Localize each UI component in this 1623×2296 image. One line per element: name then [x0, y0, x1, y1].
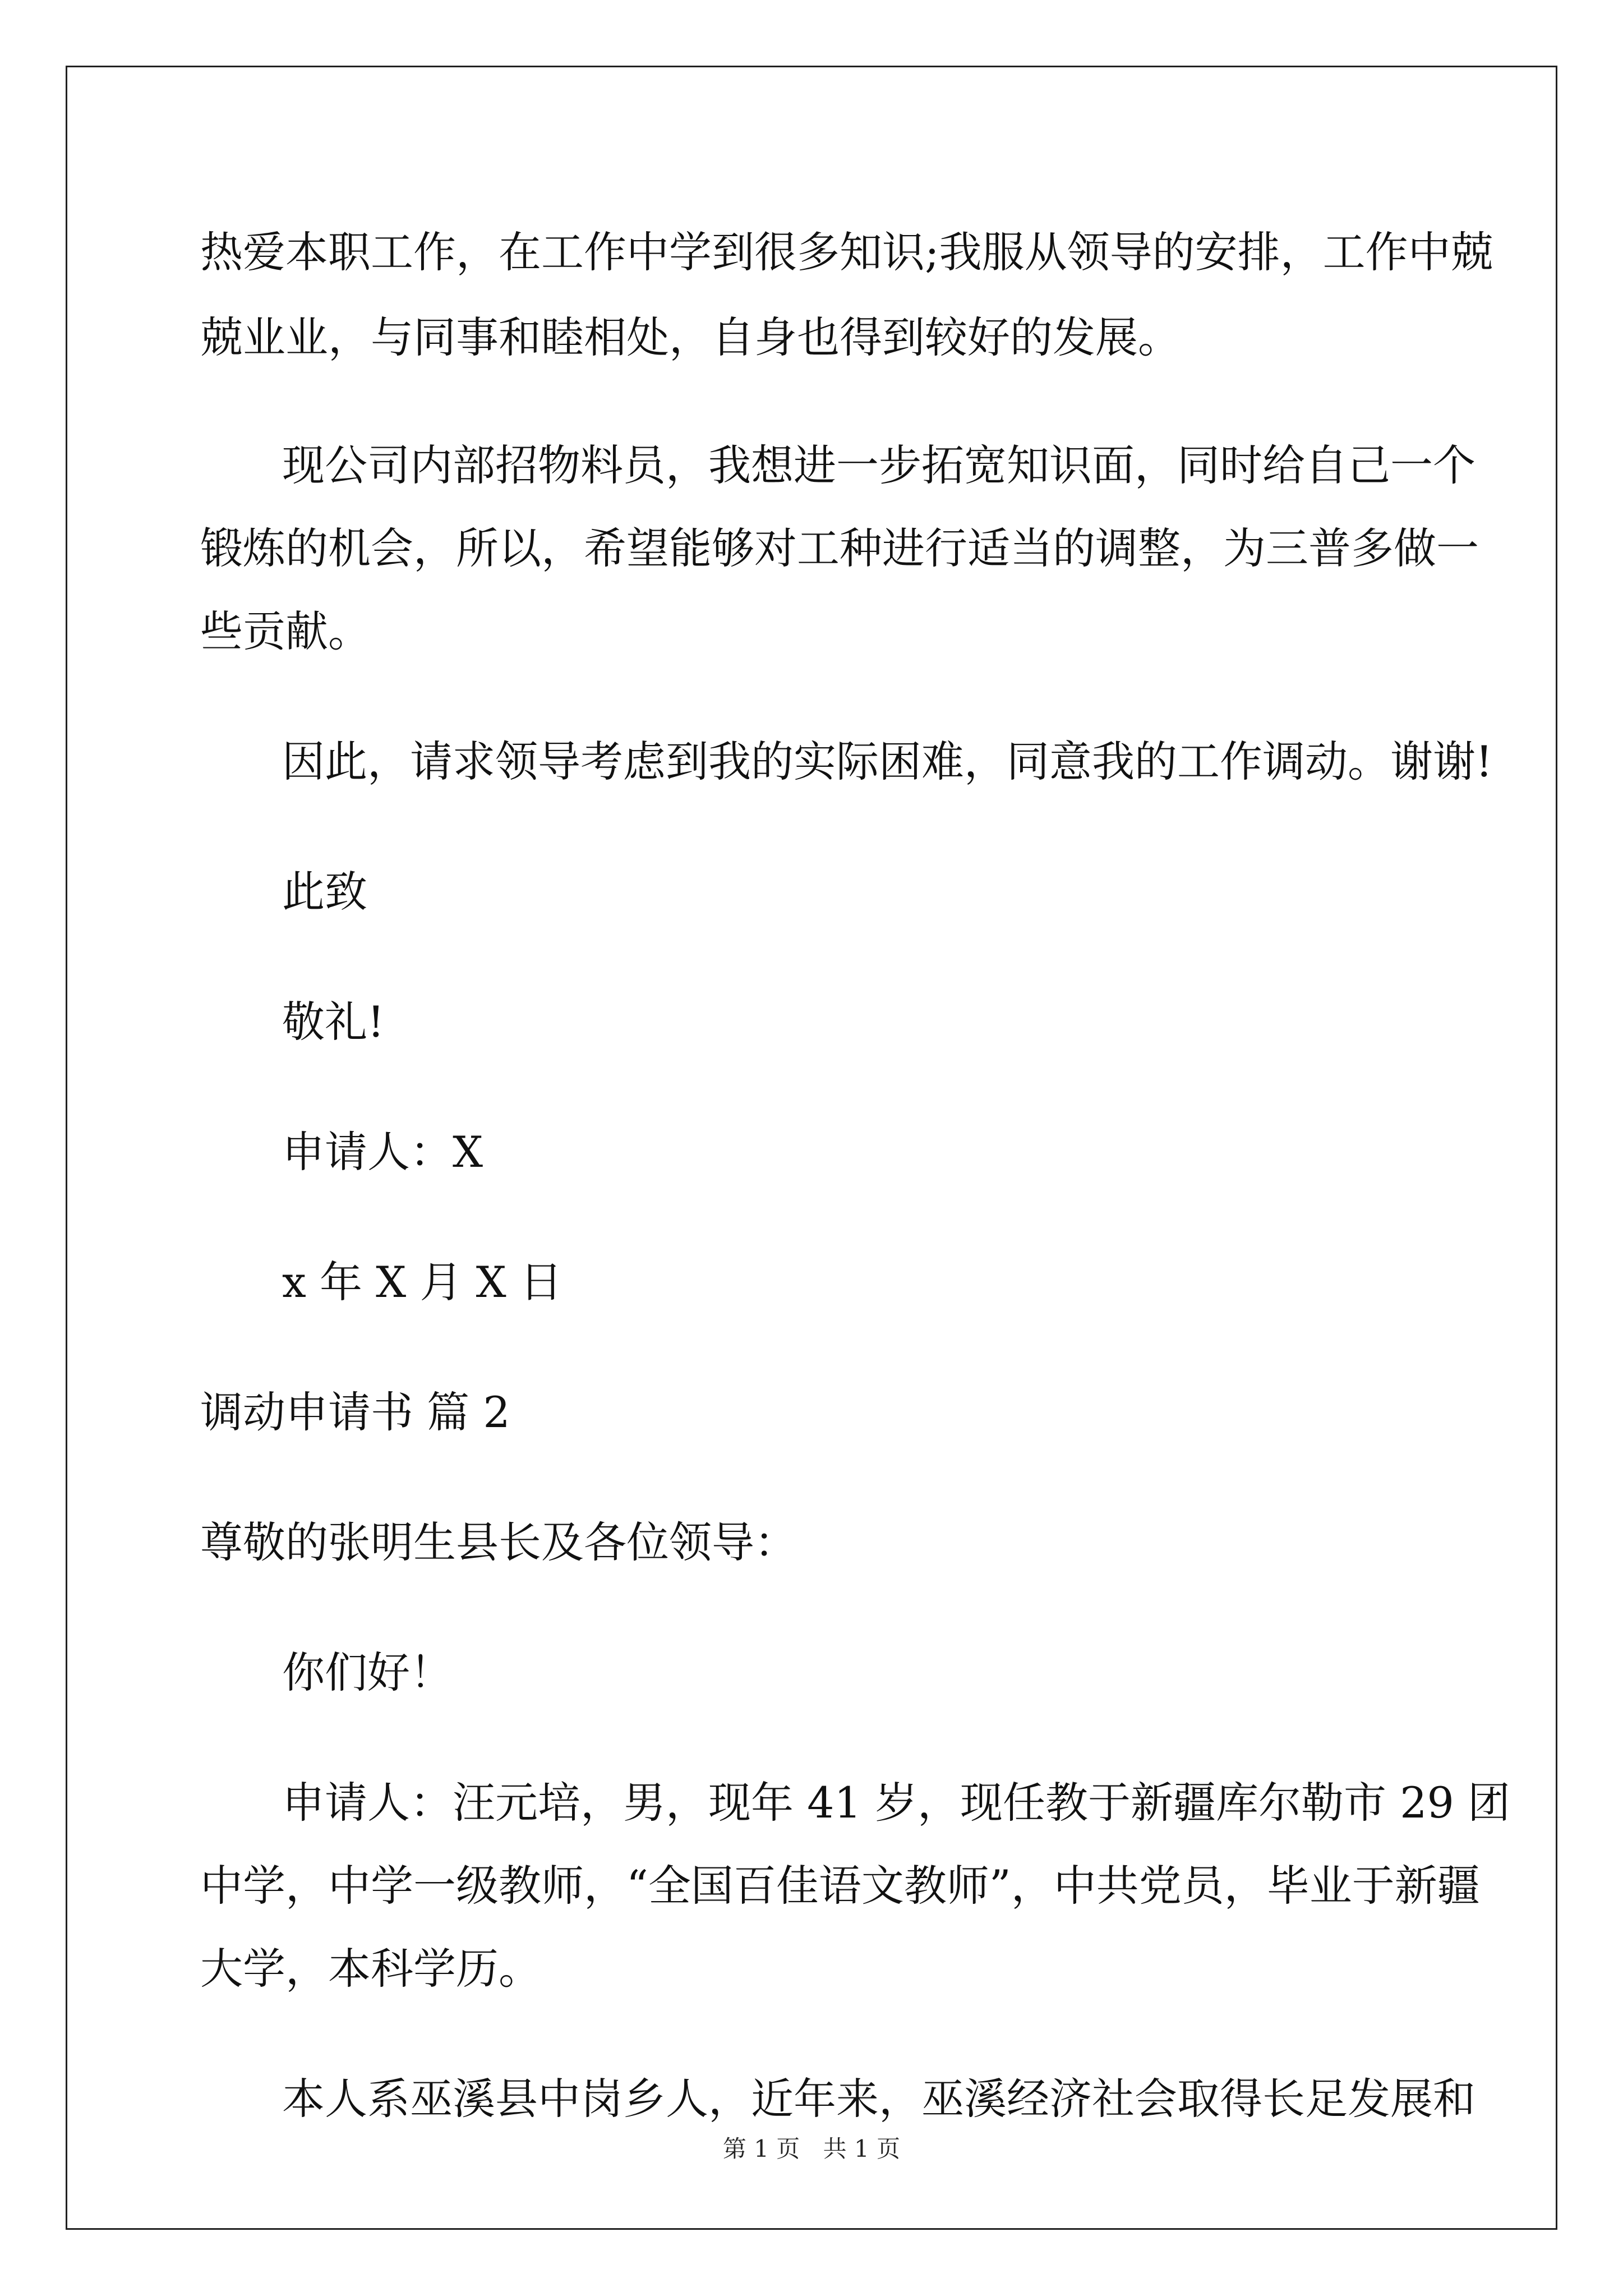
page-total: 共 1 页 — [823, 2135, 901, 2162]
paragraph-line: 些贡献。 — [200, 606, 371, 656]
paragraph-line: 现公司内部招物料员，我想进一步拓宽知识面，同时给自己一个 — [282, 440, 1476, 490]
letter-date: x 年 X 月 X 日 — [282, 1257, 562, 1307]
section-heading: 调动申请书 篇 2 — [200, 1387, 510, 1437]
paragraph-line: 热爱本职工作，在工作中学到很多知识;我服从领导的安排，工作中兢 — [200, 227, 1493, 277]
paragraph-line: 大学，本科学历。 — [200, 1944, 541, 1994]
greeting: 尊敬的张明生县长及各位领导： — [200, 1517, 797, 1567]
paragraph-line: 兢业业，与同事和睦相处，自身也得到较好的发展。 — [200, 312, 1181, 362]
page-number: 第 1 页 — [722, 2135, 800, 2162]
paragraph-line: 本人系巫溪县中岗乡人，近年来，巫溪经济社会取得长足发展和 — [282, 2074, 1476, 2124]
paragraph-line: 因此，请求领导考虑到我的实际困难，同意我的工作调动。谢谢! — [282, 737, 1493, 786]
paragraph-line: 中学，中学一级教师，“全国百佳语文教师”，中共党员，毕业于新疆 — [200, 1861, 1480, 1911]
paragraph-line: 申请人：汪元培，男，现年 41 岁，现任教于新疆库尔勒市 29 团 — [282, 1778, 1511, 1828]
paragraph-line: 锻炼的机会，所以，希望能够对工种进行适当的调整，为三普多做一 — [200, 523, 1479, 573]
closing-respect: 敬礼! — [282, 997, 385, 1047]
greeting-hello: 你们好！ — [282, 1648, 453, 1697]
page-footer — [0, 2137, 1623, 2161]
applicant-signature: 申请人：X — [282, 1127, 483, 1177]
closing-salutation: 此致 — [282, 867, 367, 917]
